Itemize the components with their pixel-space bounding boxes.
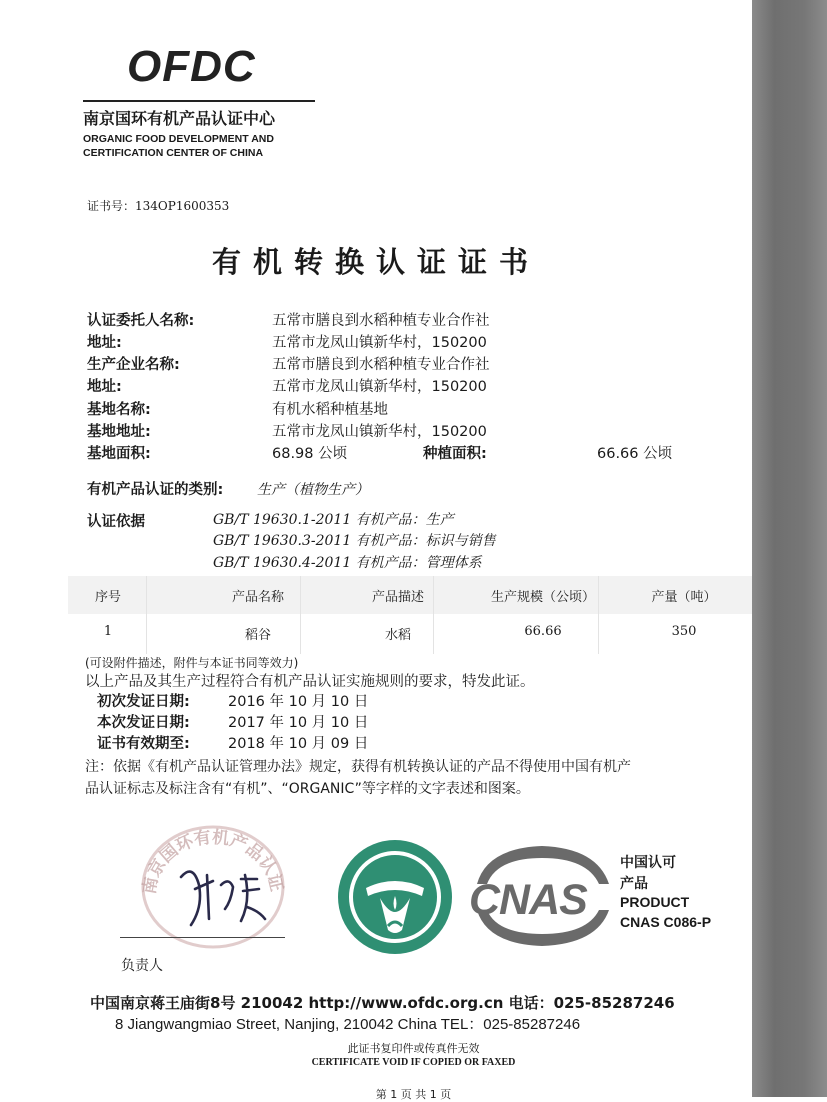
void-notice-cn: 此证书复印件或传真件无效	[347, 1042, 480, 1055]
valid-until-label: 证书有效期至:	[97, 736, 190, 752]
client-value: 五常市膳良到水稻种植专业合作社	[272, 313, 490, 329]
table-divider	[598, 576, 599, 614]
responsible-person-label: 负责人	[121, 958, 163, 974]
page-number: 第 1 页 共 1 页	[375, 1088, 452, 1101]
header-cell-yield: 产量（吨）	[651, 590, 717, 605]
row-cell-product: 稻谷	[244, 628, 271, 643]
current-issue-label: 本次发证日期:	[97, 715, 190, 731]
row-cell-description: 水稻	[384, 628, 411, 643]
valid-until-value: 2018 年 10 月 09 日	[228, 736, 369, 752]
cnas-line-1: 中国认可	[620, 855, 676, 871]
void-notice-en: CERTIFICATE VOID IF COPIED OR FAXED	[311, 1057, 516, 1068]
first-issue-value: 2016 年 10 月 10 日	[228, 694, 369, 710]
cnas-line-3: PRODUCT	[620, 894, 690, 910]
client-address-value: 五常市龙凤山镇新华村，150200	[272, 335, 487, 351]
signature-line	[120, 937, 285, 938]
current-issue-value: 2017 年 10 月 10 日	[228, 715, 369, 731]
table-divider	[598, 614, 599, 654]
client-label: 认证委托人名称:	[87, 313, 195, 329]
table-divider	[433, 614, 434, 654]
certification-statement: 以上产品及其生产过程符合有机产品认证实施规则的要求，特发此证。	[85, 674, 535, 690]
document-title: 有机转换认证证书	[211, 245, 540, 279]
organic-product-logo	[336, 838, 454, 956]
certificate-number: 证书号：134OP1600353	[87, 199, 230, 213]
producer-address-label: 地址:	[87, 379, 122, 395]
official-seal	[133, 815, 293, 950]
base-address-label: 基地地址:	[87, 424, 151, 440]
ofdc-logo: OFDC	[127, 42, 256, 91]
row-cell-scale: 66.66	[524, 624, 562, 639]
footer-address-cn: 中国南京蒋王庙街8号 210042 http://www.ofdc.org.cn 电话：025-85287246	[90, 994, 675, 1012]
plant-area-value: 66.66 公顷	[597, 446, 673, 462]
producer-address-value: 五常市龙凤山镇新华村，150200	[272, 379, 487, 395]
base-area-label: 基地面积:	[87, 446, 151, 462]
header-cell-description: 产品描述	[371, 590, 424, 605]
basis-item: GB/T 19630.4-2011 有机产品：管理体系	[213, 555, 482, 571]
scan-edge-shadow	[752, 0, 827, 1097]
base-area-value: 68.98 公顷	[272, 446, 348, 462]
attachment-note: (可设附件描述，附件与本证书同等效力)	[85, 656, 299, 670]
plant-area-label: 种植面积:	[423, 446, 487, 462]
footer-address-en: 8 Jiangwangmiao Street, Nanjing, 210042 China TEL：025-85287246	[115, 1016, 581, 1033]
table-divider	[146, 614, 147, 654]
base-name-label: 基地名称:	[87, 402, 151, 418]
table-divider	[146, 576, 147, 614]
org-name-en-line2: CERTIFICATION CENTER OF CHINA	[83, 147, 264, 159]
basis-item: GB/T 19630.3-2011 有机产品：标识与销售	[213, 533, 496, 549]
base-address-value: 五常市龙凤山镇新华村，150200	[272, 424, 487, 440]
first-issue-label: 初次发证日期:	[97, 694, 190, 710]
notice-line-1: 注：依据《有机产品认证管理办法》规定，获得有机转换认证的产品不得使用中国有机产	[85, 759, 631, 775]
cnas-accreditation-number: CNAS C086-P	[620, 914, 712, 930]
category-value: 生产（植物生产）	[257, 482, 369, 498]
seal-text: 南京国环有机产品认证	[139, 827, 287, 896]
org-name-en-line1: ORGANIC FOOD DEVELOPMENT AND	[83, 133, 274, 145]
header-cell-index: 序号	[94, 590, 121, 605]
client-address-label: 地址:	[87, 335, 122, 351]
header-cell-product: 产品名称	[231, 590, 284, 605]
table-divider	[300, 614, 301, 654]
producer-label: 生产企业名称:	[87, 357, 180, 373]
product-table-header	[68, 576, 752, 614]
table-row	[68, 614, 752, 654]
producer-value: 五常市膳良到水稻种植专业合作社	[272, 357, 490, 373]
category-label: 有机产品认证的类别:	[87, 482, 224, 498]
seal-graphic	[133, 815, 293, 950]
header-cell-scale: 生产规模（公顷）	[490, 590, 595, 605]
row-cell-yield: 350	[671, 624, 697, 639]
basis-item: GB/T 19630.1-2011 有机产品：生产	[213, 512, 454, 528]
basis-label: 认证依据	[87, 514, 145, 530]
cnas-line-2: 产品	[620, 876, 648, 892]
organic-logo-icon	[336, 838, 454, 956]
table-divider	[300, 576, 301, 614]
cnas-logo	[467, 840, 617, 952]
notice-line-2: 品认证标志及标注含有“有机”、“ORGANIC”等字样的文字表述和图案。	[85, 781, 530, 797]
logo-divider	[83, 100, 315, 102]
base-name-value: 有机水稻种植基地	[272, 402, 388, 418]
row-cell-index: 1	[103, 624, 113, 639]
cnas-logo-text: CNAS	[469, 876, 587, 924]
table-divider	[433, 576, 434, 614]
org-name-cn: 南京国环有机产品认证中心	[83, 109, 276, 128]
